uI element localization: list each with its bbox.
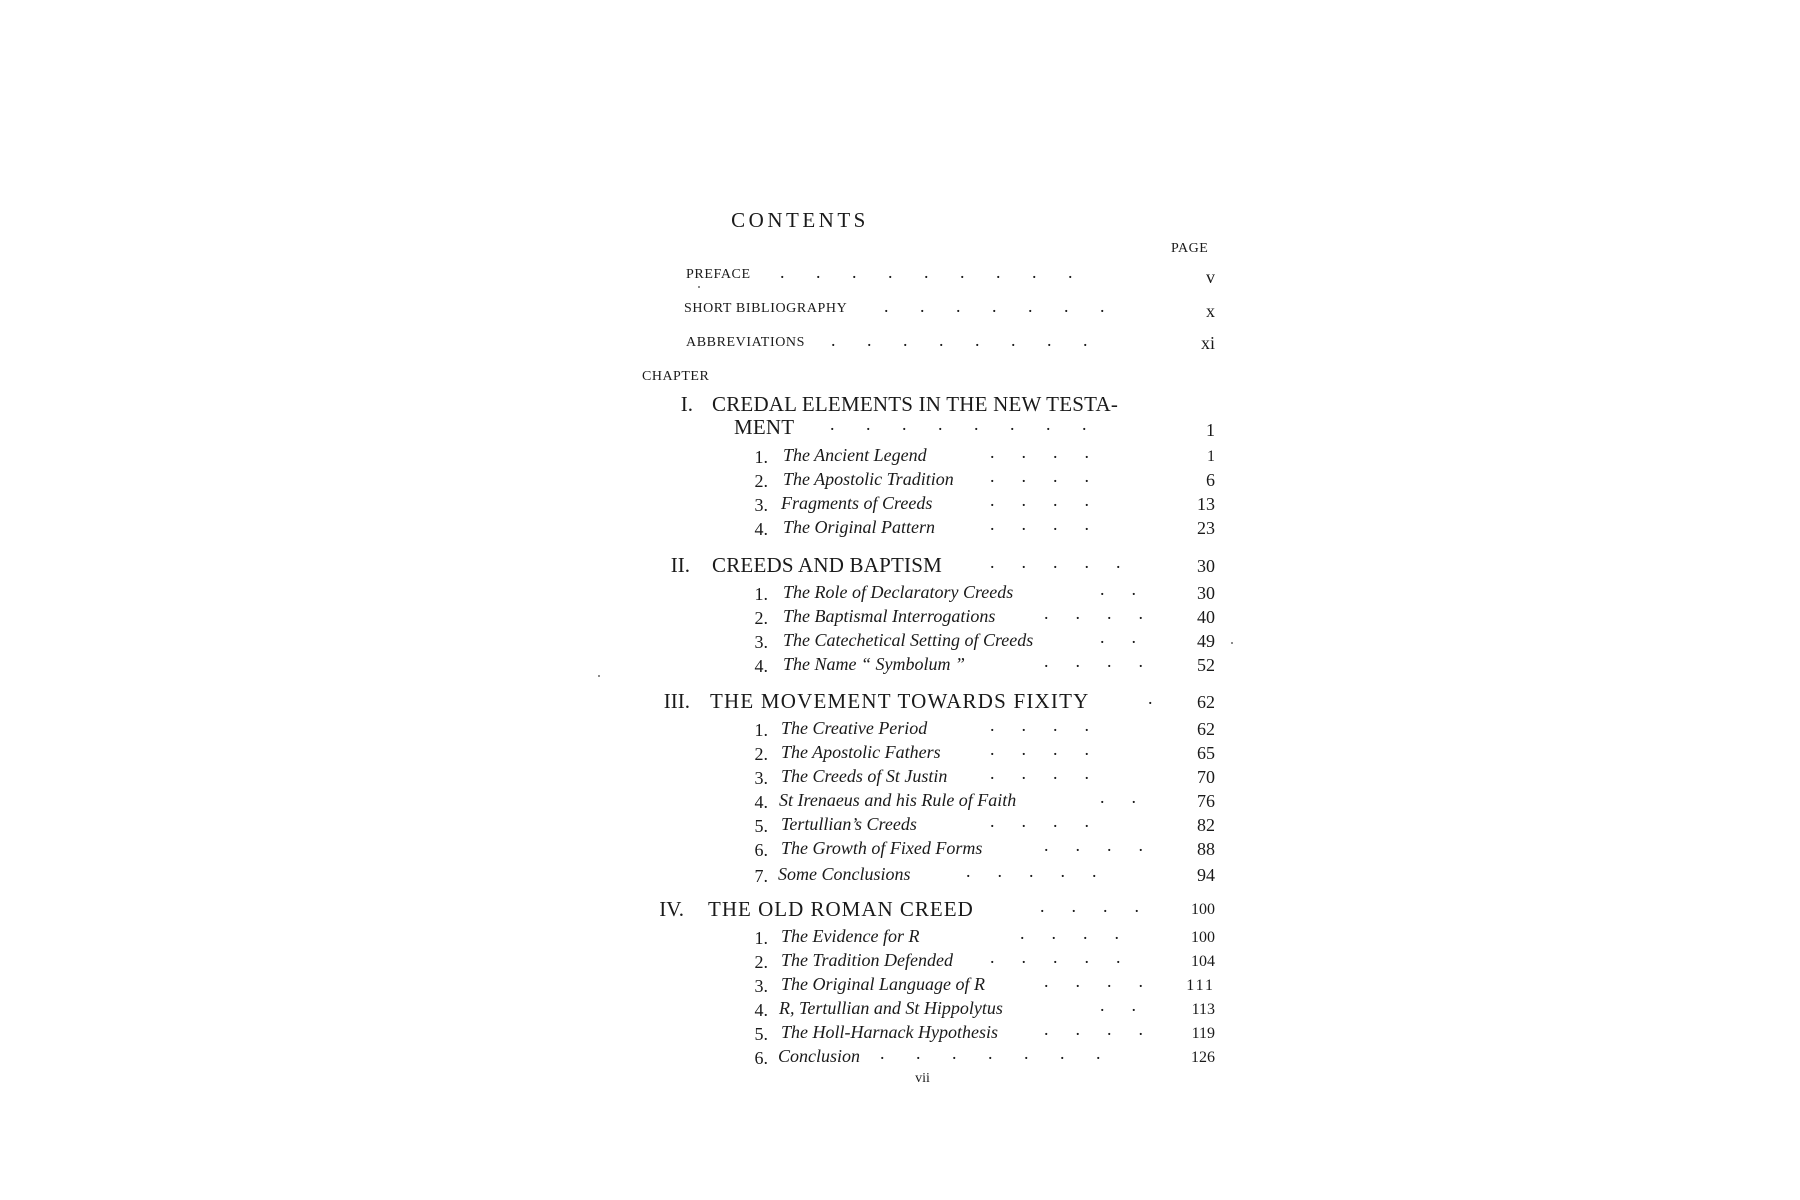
page-number: 30 <box>1197 556 1215 576</box>
page-number: 94 <box>1197 865 1215 885</box>
page-number: 111 <box>1186 977 1215 994</box>
leader-dots: . . . . <box>1044 603 1143 623</box>
leader-dots: . . <box>1100 627 1136 647</box>
print-speck <box>598 675 600 677</box>
page-number: x <box>1206 301 1215 321</box>
chapter-number: IV. <box>659 897 684 921</box>
leader-dots: . . . . <box>990 763 1089 783</box>
leader-dots: . . . . <box>1044 971 1143 991</box>
page-number: 100 <box>1191 929 1215 946</box>
section-number: 7. <box>754 866 768 886</box>
section-title: The Name “ Symbolum ” <box>783 654 966 674</box>
page-number: 6 <box>1206 470 1215 490</box>
page-number: 49 <box>1197 631 1215 651</box>
chapter-number: I. <box>680 392 693 416</box>
page-number: 23 <box>1197 518 1215 538</box>
section-title: The Creative Period <box>781 718 928 738</box>
folio-page-number: vii <box>915 1071 930 1086</box>
leader-dots: . . . . . . . . <box>831 330 1088 350</box>
page-number: 62 <box>1197 692 1215 712</box>
leader-dots: . . . . . . . <box>884 296 1105 316</box>
page-number: 13 <box>1197 494 1215 514</box>
page-number: 1 <box>1207 448 1215 465</box>
leader-dots: . . . . <box>1040 896 1139 916</box>
section-number: 2. <box>754 608 768 628</box>
section-number: 2. <box>754 952 768 972</box>
chapter-title: THE MOVEMENT TOWARDS FIXITY <box>710 689 1090 713</box>
leader-dots: . . . . . . . . . <box>780 262 1073 282</box>
print-speck <box>698 286 700 288</box>
page-number: 100 <box>1191 901 1215 918</box>
section-number: 1. <box>754 447 768 467</box>
section-number: 3. <box>754 632 768 652</box>
print-speck <box>1231 642 1233 644</box>
page-number: 52 <box>1197 655 1215 675</box>
section-title: St Irenaeus and his Rule of Faith <box>779 790 1017 810</box>
section-title: The Growth of Fixed Forms <box>781 838 983 858</box>
leader-dots: . . <box>1100 995 1136 1015</box>
section-title: Fragments of Creeds <box>781 493 933 513</box>
front-matter-title: SHORT BIBLIOGRAPHY <box>684 301 848 316</box>
section-number: 4. <box>754 519 768 539</box>
chapter-number: II. <box>670 553 690 577</box>
leader-dots: . . . . <box>990 490 1089 510</box>
page-number: xi <box>1200 333 1215 353</box>
section-title: The Evidence for R <box>781 926 920 946</box>
leader-dots: . . . . <box>990 514 1089 534</box>
section-title: Conclusion <box>778 1046 861 1066</box>
page-number: 126 <box>1191 1049 1215 1066</box>
leader-dots: . . . . <box>1020 923 1119 943</box>
chapter-title: THE OLD ROMAN CREED <box>708 897 974 921</box>
section-number: 4. <box>754 656 768 676</box>
leader-dots: . . . . <box>1044 835 1143 855</box>
leader-dots: . <box>1148 688 1153 708</box>
page-number: 40 <box>1197 607 1215 627</box>
section-number: 5. <box>754 1024 768 1044</box>
page-number: 104 <box>1191 953 1215 970</box>
section-number: 5. <box>754 816 768 836</box>
chapter-title: CREDAL ELEMENTS IN THE NEW TESTA- <box>712 392 1119 416</box>
page-number: 119 <box>1191 1025 1215 1042</box>
page-title: CONTENTS <box>731 208 869 232</box>
page-number: 65 <box>1197 743 1215 763</box>
leader-dots: . . . . <box>990 811 1089 831</box>
page-number: 70 <box>1197 767 1215 787</box>
section-title: Tertullian’s Creeds <box>781 814 917 834</box>
section-title: The Ancient Legend <box>783 445 927 465</box>
section-title: The Role of Declaratory Creeds <box>783 582 1014 602</box>
leader-dots: . . . . <box>990 739 1089 759</box>
section-number: 4. <box>754 792 768 812</box>
leader-dots: . . . . <box>990 466 1089 486</box>
section-title: R, Tertullian and St Hippolytus <box>779 998 1003 1018</box>
section-number: 1. <box>754 584 768 604</box>
section-title: The Tradition Defended <box>781 950 953 970</box>
leader-dots: . . . . <box>1044 651 1143 671</box>
page-number: v <box>1206 267 1215 287</box>
section-number: 3. <box>754 495 768 515</box>
page-number: 1 <box>1206 420 1215 440</box>
section-title: The Baptismal Interrogations <box>783 606 996 626</box>
page-number: 113 <box>1191 1001 1215 1018</box>
page-number: 76 <box>1197 791 1215 811</box>
section-title: The Apostolic Tradition <box>783 469 954 489</box>
section-number: 6. <box>754 840 768 860</box>
leader-dots: . . . . <box>990 715 1089 735</box>
section-title: The Catechetical Setting of Creeds <box>783 630 1034 650</box>
section-number: 1. <box>754 928 768 948</box>
section-title: The Original Pattern <box>783 517 935 537</box>
section-number: 2. <box>754 744 768 764</box>
leader-dots: . . . . . <box>990 552 1121 572</box>
section-title: The Apostolic Fathers <box>781 742 941 762</box>
section-number: 4. <box>754 1000 768 1020</box>
section-number: 6. <box>754 1048 768 1068</box>
front-matter-title: ABBREVIATIONS <box>686 335 806 350</box>
section-title: The Holl-Harnack Hypothesis <box>781 1022 998 1042</box>
leader-dots: . . . . . . . . <box>830 414 1087 434</box>
section-number: 2. <box>754 471 768 491</box>
leader-dots: . . . . . <box>990 947 1121 967</box>
page-number: 62 <box>1197 719 1215 739</box>
section-number: 1. <box>754 720 768 740</box>
section-number: 3. <box>754 976 768 996</box>
page-number: 30 <box>1197 583 1215 603</box>
leader-dots: . . . . <box>1044 1019 1143 1039</box>
leader-dots: . . <box>1100 787 1136 807</box>
chapter-number: III. <box>663 689 690 713</box>
section-title: The Original Language of R <box>781 974 986 994</box>
page-number: 82 <box>1197 815 1215 835</box>
leader-dots: . . . . . . . <box>880 1043 1101 1063</box>
front-matter-title: PREFACE <box>686 267 751 282</box>
leader-dots: . . . . <box>990 442 1089 462</box>
chapter-column-heading: CHAPTER <box>642 369 710 384</box>
chapter-title-continued: MENT <box>734 415 795 439</box>
section-title: The Creeds of St Justin <box>781 766 948 786</box>
chapter-title: CREEDS AND BAPTISM <box>712 553 942 577</box>
leader-dots: . . <box>1100 579 1136 599</box>
page-column-heading: PAGE <box>1171 241 1209 256</box>
section-number: 3. <box>754 768 768 788</box>
section-title: Some Conclusions <box>778 864 911 884</box>
leader-dots: . . . . . <box>966 861 1097 881</box>
page-number: 88 <box>1197 839 1215 859</box>
